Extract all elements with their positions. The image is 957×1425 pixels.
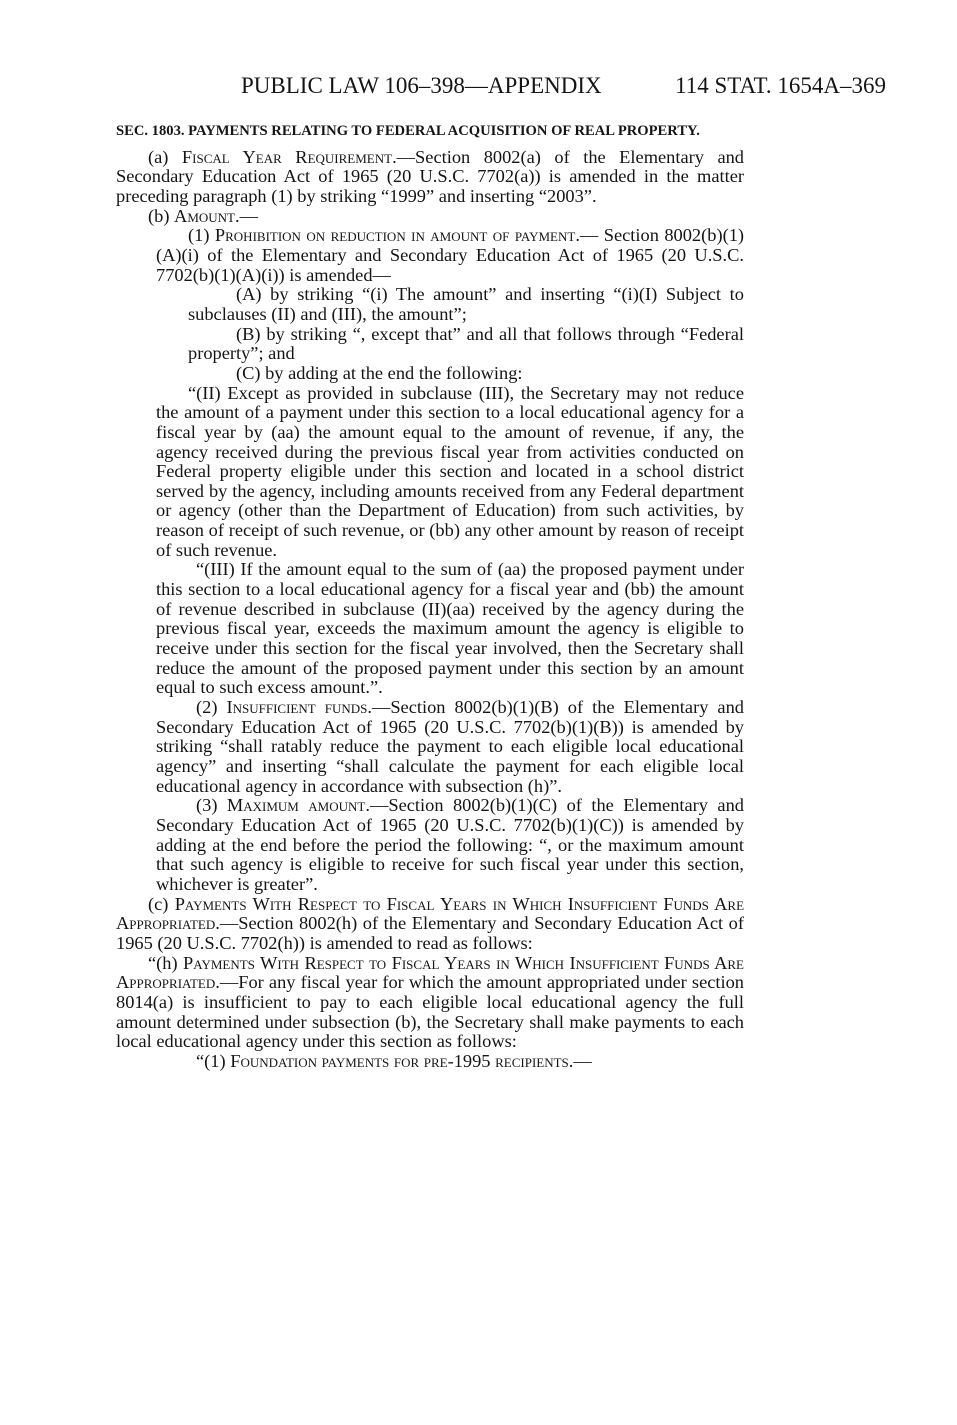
quoted-subsection-h-label: “(h) [148,952,184,973]
subsection-b-label: (b) [148,205,175,226]
quoted-subsection-h [116,954,744,1052]
paragraph-3-label: (3) [196,795,227,816]
paragraph-3 [116,796,744,894]
subsection-b-heading: Amount [174,205,235,226]
running-head: PUBLIC LAW 106–398—APPENDIX [241,73,602,98]
paragraph-1-text: .— Section 8002(b)(1)(A)(i) of the Elementary and Secondary Education Act of 1965 (20 U.S.C. 7702(b)(1)(A)(i)) is amended— [156,225,745,285]
quoted-paragraph-h1-text: .— [568,1050,592,1071]
paragraph-3-text: .—Section 8002(b)(1)(C) of the Elementary and Secondary Education Act of 1965 (20 U.S.C. 7702(b)(1)(C)) is amended by adding at the end before the period the following: “, or the maximum amount that such agency is eligible to receive for such fiscal year under this section, whichever is greater”. [156,795,744,894]
subsection-c-heading: Payments With Respect to Fiscal Years in Which Insufficient Funds Are Appropriated [116,893,745,934]
subsection-c [116,895,744,954]
quoted-paragraph-h1-label: “(1) [196,1050,231,1071]
subsection-b [116,207,744,227]
clause-c: (C) by adding at the end the following: [236,362,523,383]
quoted-subsection-h-text: .—For any fiscal year for which the amount appropriated under section 8014(a) is insufficient to pay to each eligible local educational agency the full amount determined under subsection (b), the Secretary shall make payments to each local educational agency under this section as follows: [116,972,744,1052]
statute-citation: 114 STAT. 1654A–369 [675,73,886,98]
quoted-paragraph-h1-heading: Foundation payments for pre-1995 recipients [230,1050,569,1071]
subsection-c-label: (c) [148,893,175,914]
paragraph-1-label: (1) [188,225,215,246]
paragraph-2-label: (2) [196,697,227,718]
subsection-b-text: .— [235,205,258,226]
paragraph-1 [116,226,744,285]
subsection-a-text: .—Section 8002(a) of the Elementary and Secondary Education Act of 1965 (20 U.S.C. 7702(a)) is amended in the matter preceding paragraph (1) by striking “1999” and inserting “2003”. [116,146,744,206]
section-heading: SEC. 1803. PAYMENTS RELATING TO FEDERAL ACQUISITION OF REAL PROPERTY. [116,123,700,139]
subsection-c-text: .—Section 8002(h) of the Elementary and Secondary Education Act of 1965 (20 U.S.C. 7702(h)) is amended to read as follows: [116,913,744,953]
subsection-a-label: (a) [148,146,182,167]
paragraph-2 [116,698,744,796]
paragraph-1-heading: Prohibition on reduction in amount of payment [214,225,576,246]
quoted-paragraph-h1 [116,1052,744,1072]
quoted-subclause-iii: “(III) If the amount equal to the sum of (aa) the proposed payment under this section to a local educational agency for a fiscal year and (bb) the amount of revenue described in subclause (II)(aa) received by the agency during the previous fiscal year, exceeds the maximum amount the agency is eligible to receive under this section for the fiscal year involved, then the Secretary shall reduce the amount of the proposed payment under this section by an amount equal to such excess amount.”. [156,559,744,698]
subsection-a-heading: Fiscal Year Requirement [181,146,393,167]
quoted-subsection-h-heading: Payments With Respect to Fiscal Years in Which Insufficient Funds Are Appropriated [116,952,744,993]
body-text [116,122,744,1072]
paragraph-2-heading: Insufficient funds [226,697,368,718]
clause-b: (B) by striking “, except that” and all that follows through “Federal property”; and [188,323,744,364]
paragraph-2-text: .—Section 8002(b)(1)(B) of the Elementary and Secondary Education Act of 1965 (20 U.S.C. 7702(b)(1)(B)) is amended by striking “shall ratably reduce the payment to each eligible local educational agency” and inserting “shall calculate the payment for each eligible local educational agency in accordance with subsection (h)”. [156,697,744,796]
quoted-subclause-ii: “(II) Except as provided in subclause (III), the Secretary may not reduce the amount of a payment under this section to a local educational agency for a fiscal year by (aa) the amount equal to the amount of revenue, if any, the agency received during the previous fiscal year from activities conducted on Federal property eligible under this section and located in a school district served by the agency, including amounts received from any Federal department or agency (other than the Department of Education) from such activities, by reason of receipt of such revenue, or (bb) any other amount by reason of receipt of such revenue. [156,382,744,560]
clause-a: (A) by striking “(i) The amount” and inserting “(i)(I) Subject to subclauses (II) and (III), the amount”; [188,284,744,324]
paragraph-3-heading: Maximum amount [226,795,366,816]
subsection-a [116,148,744,207]
